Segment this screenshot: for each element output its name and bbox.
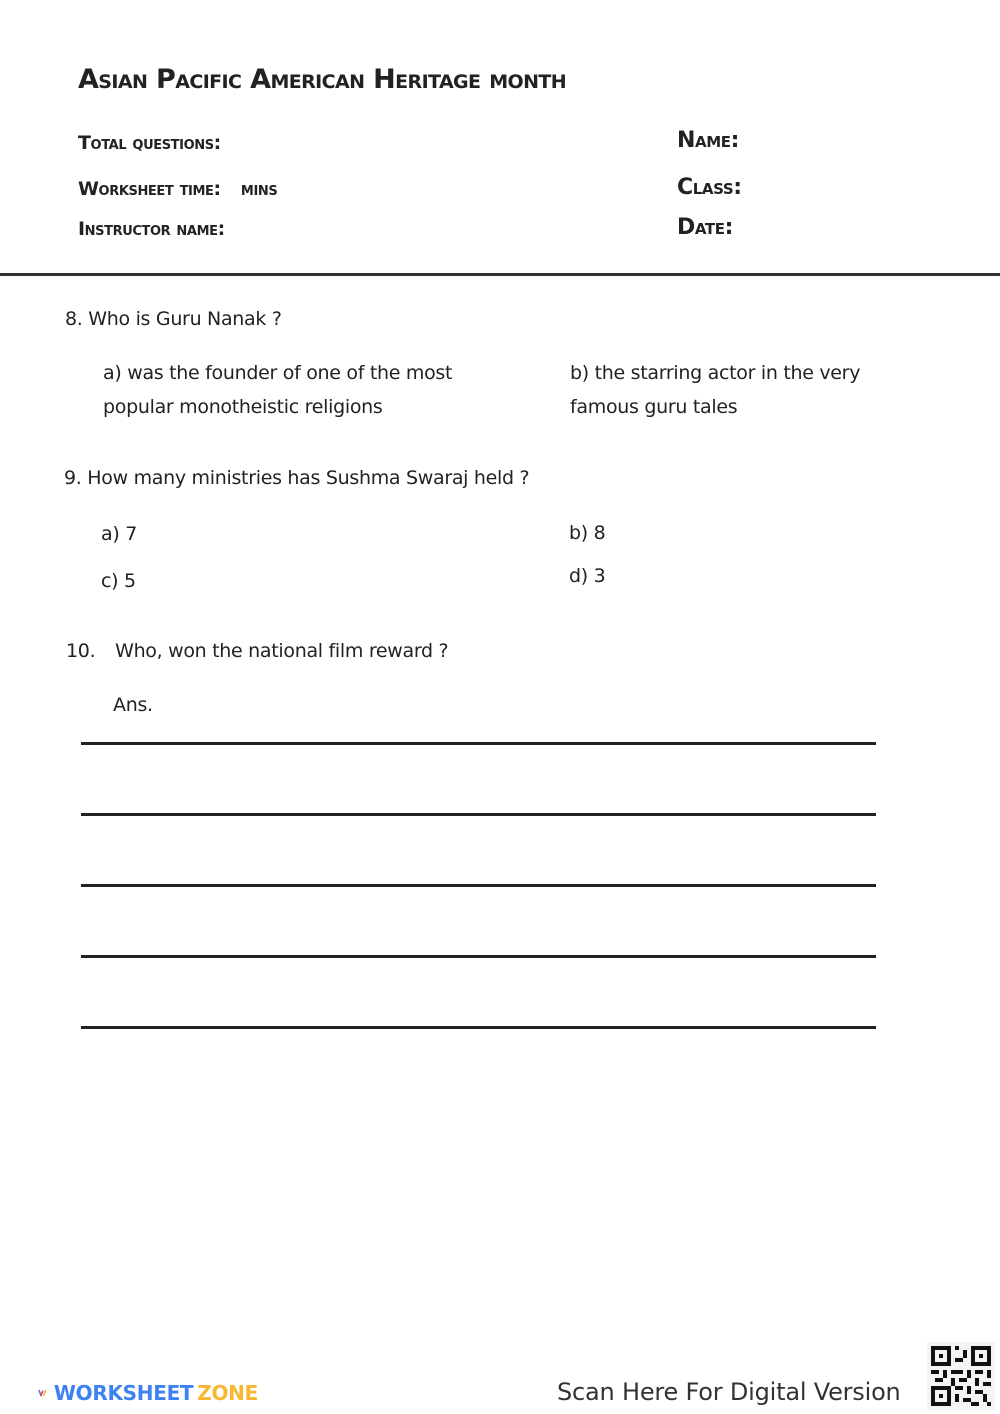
answer-line-5[interactable] [81,1026,876,1029]
question-number: 10. [66,640,96,662]
option-label: a) [103,362,122,384]
worksheetzone-logo [38,1376,258,1410]
option-9a[interactable] [101,517,137,551]
qr-code-icon [927,1342,995,1410]
name-label: Name: [677,128,739,153]
question-text: Who, won the national film reward ? [115,640,449,662]
brand-name-part2: ZONE [197,1381,258,1405]
worksheet-title: Asian Pacific American Heritage month [78,64,567,95]
option-text: 7 [125,523,138,545]
option-8a[interactable] [103,356,503,424]
worksheetzone-logo-icon [38,1377,48,1409]
answer-line-2[interactable] [81,813,876,816]
brand-name-part1: WORKSHEET [53,1381,194,1405]
option-label: b) [570,362,589,384]
option-label: c) [101,570,119,592]
question-text: Who is Guru Nanak ? [88,308,282,330]
question-9 [64,467,529,489]
answer-line-3[interactable] [81,884,876,887]
class-label: Class: [677,175,742,200]
question-text: How many ministries has Sushma Swaraj held ? [87,467,530,489]
instructor-name-label: Instructor name: [78,218,225,240]
worksheet-time-label-text: Worksheet time: [78,178,221,200]
answer-label: Ans. [113,694,153,716]
answer-line-1[interactable] [81,742,876,745]
option-text: 8 [593,522,606,544]
total-questions-label: Total questions: [78,132,221,154]
option-9d[interactable] [569,559,605,593]
option-label: d) [569,565,588,587]
scan-instruction: Scan Here For Digital Version [557,1378,901,1406]
header-divider [0,273,1000,276]
option-text: 3 [593,565,606,587]
option-text: the starring actor in the very famous guru tales [570,362,861,418]
option-9b[interactable] [569,516,605,550]
option-label: a) [101,523,120,545]
option-text: 5 [124,570,136,592]
question-number: 8. [65,308,83,330]
question-10 [66,640,448,662]
question-number: 9. [64,467,82,489]
worksheet-time-label [78,178,277,200]
option-label: b) [569,522,588,544]
question-8 [65,308,282,330]
date-label: Date: [677,215,733,240]
option-8b[interactable] [570,356,900,424]
option-9c[interactable] [101,564,136,598]
qr-code[interactable] [927,1342,995,1410]
brand-name [54,1381,258,1405]
option-text: was the founder of one of the most popular monotheistic religions [103,362,453,418]
worksheet-time-unit: mins [240,178,278,200]
answer-line-4[interactable] [81,955,876,958]
